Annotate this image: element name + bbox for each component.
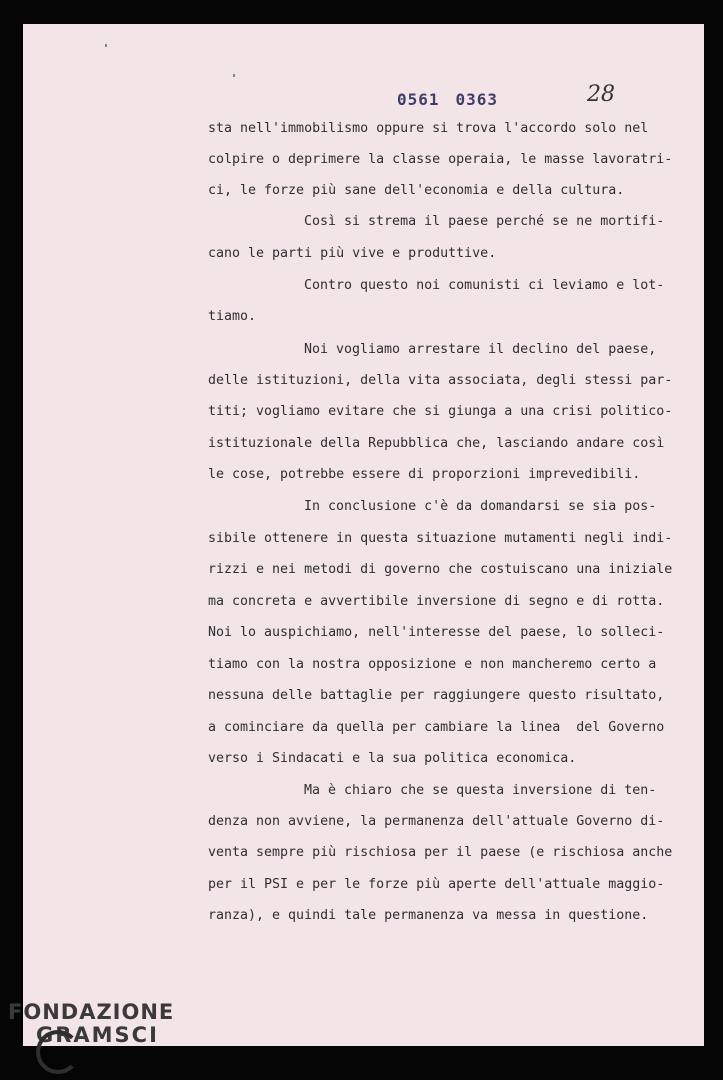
text-line: per il PSI e per le forze più aperte dell'attuale maggio- (208, 877, 665, 892)
text-line: Ma è chiaro che se questa inversione di ten- (304, 783, 657, 798)
watermark-line-1: FONDAZIONE (8, 1000, 175, 1024)
text-line: rizzi e nei metodi di governo che costuiscano una iniziale (208, 562, 673, 577)
watermark-line-2: GRAMSCI (36, 1023, 159, 1047)
text-line: In conclusione c'è da domandarsi se sia pos- (304, 499, 657, 514)
archive-stamp (397, 90, 498, 109)
text-line: Così si strema il paese perché se ne mortifi- (304, 214, 665, 229)
text-line: cano le parti più vive e produttive. (208, 246, 497, 261)
archive-number-a: 0561 (397, 90, 440, 109)
fondazione-gramsci-watermark (8, 1002, 174, 1046)
watermark-g-logo-icon (36, 1030, 80, 1074)
text-line: Noi lo auspichiamo, nell'interesse del paese, lo solleci- (208, 625, 665, 640)
text-line: ranza), e quindi tale permanenza va messa in questione. (208, 908, 649, 923)
text-line: verso i Sindacati e la sua politica economica. (208, 751, 577, 766)
text-line: ma concreta e avvertibile inversione di segno e di rotta. (208, 594, 665, 609)
handwritten-page-number: 28 (587, 82, 615, 107)
document-page (23, 24, 704, 1046)
text-line: tiamo con la nostra opposizione e non mancheremo certo a (208, 657, 657, 672)
text-line: delle istituzioni, della vita associata, degli stessi par- (208, 373, 673, 388)
paper-speck (105, 44, 107, 47)
text-line: Contro questo noi comunisti ci leviamo e lot- (304, 278, 665, 293)
text-line: titi; vogliamo evitare che si giunga a una crisi politico- (208, 404, 673, 419)
text-line: ci, le forze più sane dell'economia e della cultura. (208, 183, 625, 198)
text-line: colpire o deprimere la classe operaia, le masse lavoratri- (208, 152, 673, 167)
text-line: sibile ottenere in questa situazione mutamenti negli indi- (208, 531, 673, 546)
paper-speck (233, 74, 235, 77)
text-line: nessuna delle battaglie per raggiungere questo risultato, (208, 688, 665, 703)
text-line: Noi vogliamo arrestare il declino del paese, (304, 342, 657, 357)
text-line: venta sempre più rischiosa per il paese (e rischiosa anche (208, 845, 673, 860)
text-line: sta nell'immobilismo oppure si trova l'accordo solo nel (208, 121, 649, 136)
archive-number-b: 0363 (455, 90, 499, 109)
text-line: istituzionale della Repubblica che, lasciando andare così (208, 436, 665, 451)
text-line: tiamo. (208, 309, 257, 324)
text-line: le cose, potrebbe essere di proporzioni imprevedibili. (208, 467, 641, 482)
text-line: denza non avviene, la permanenza dell'attuale Governo di- (208, 814, 665, 829)
text-line: a cominciare da quella per cambiare la linea del Governo (208, 720, 665, 735)
